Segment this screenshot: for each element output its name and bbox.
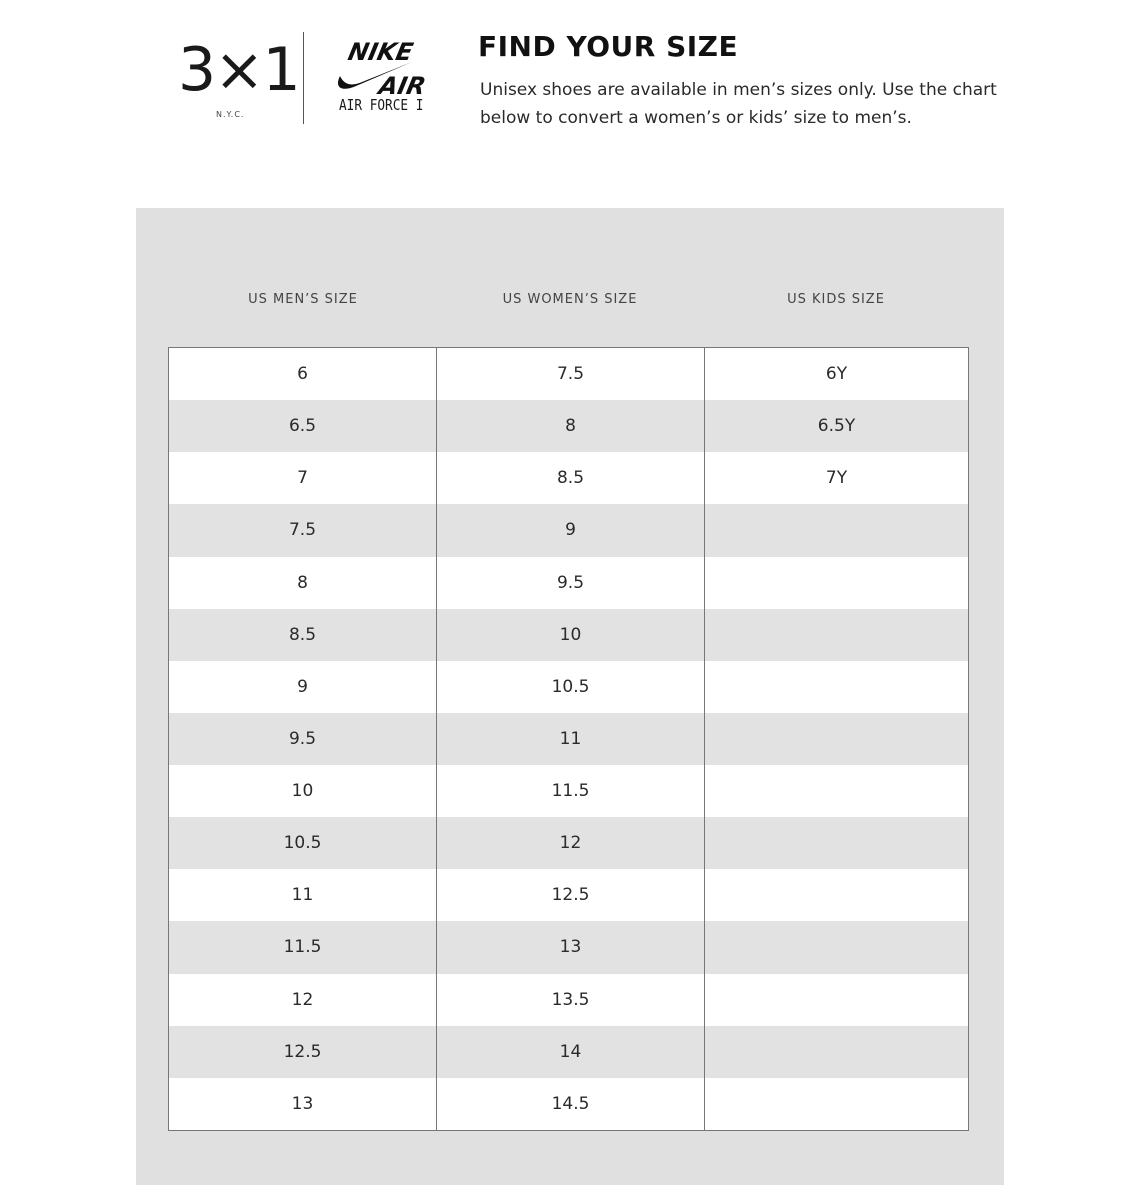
cell-men-size: 11.5 xyxy=(283,937,322,958)
cell-men-size: 7.5 xyxy=(288,520,317,541)
cell-kids-size xyxy=(705,713,968,765)
cell-kids-size xyxy=(705,817,968,869)
cell-men-size: 8 xyxy=(297,572,308,593)
cell-men-size: 12 xyxy=(291,989,314,1010)
column-header-kids: US KIDS SIZE xyxy=(787,292,885,307)
cell-women-size: 10.5 xyxy=(551,676,590,697)
cell-kids-size xyxy=(705,765,968,817)
cell-women-size: 11 xyxy=(559,728,582,749)
table-row xyxy=(169,817,968,869)
page-intro: Unisex shoes are available in men’s sizes only. Use the chart below to convert a women’s or kids’ size to men’s. xyxy=(480,80,997,128)
table-row xyxy=(169,869,968,921)
table-row xyxy=(169,661,968,713)
cell-women-size: 13 xyxy=(559,937,582,958)
logo-divider xyxy=(303,32,304,124)
nike-wordmark: NIKE xyxy=(345,37,416,66)
cell-kids-size xyxy=(705,504,968,556)
cell-women-size: 8.5 xyxy=(556,468,585,489)
table-row xyxy=(169,504,968,556)
cell-kids-size xyxy=(705,1026,968,1078)
cell-men-size: 10.5 xyxy=(283,833,322,854)
table-row xyxy=(169,713,968,765)
cell-kids-size: 7Y xyxy=(825,468,848,489)
table-row xyxy=(169,452,968,504)
cell-men-size: 6.5 xyxy=(288,416,317,437)
cell-kids-size xyxy=(705,557,968,609)
cell-men-size: 7 xyxy=(297,468,308,489)
table-row xyxy=(169,921,968,973)
column-header-women: US WOMEN’S SIZE xyxy=(502,292,638,307)
column-divider xyxy=(436,348,437,1130)
page-title: FIND YOUR SIZE xyxy=(478,30,739,63)
cell-men-size: 9 xyxy=(297,676,308,697)
table-row xyxy=(169,609,968,661)
cell-kids-size xyxy=(705,1078,968,1130)
cell-men-size: 13 xyxy=(291,1093,314,1114)
cell-men-size: 6 xyxy=(297,364,308,385)
cell-women-size: 8 xyxy=(565,416,576,437)
3x1-logo-location: N.Y.C. xyxy=(216,110,245,119)
cell-men-size: 12.5 xyxy=(283,1041,322,1062)
cell-women-size: 12.5 xyxy=(551,885,590,906)
cell-women-size: 14.5 xyxy=(551,1093,590,1114)
cell-women-size: 13.5 xyxy=(551,989,590,1010)
cell-men-size: 11 xyxy=(291,885,314,906)
3x1-logo xyxy=(178,34,299,124)
table-row xyxy=(169,765,968,817)
table-row xyxy=(169,400,968,452)
cell-women-size: 9 xyxy=(565,520,576,541)
column-header-men: US MEN’S SIZE xyxy=(248,292,358,307)
cell-women-size: 12 xyxy=(559,833,582,854)
cell-men-size: 10 xyxy=(291,781,314,802)
table-row xyxy=(169,1026,968,1078)
table-row xyxy=(169,557,968,609)
cell-kids-size xyxy=(705,609,968,661)
cell-men-size: 8.5 xyxy=(288,624,317,645)
cell-kids-size: 6Y xyxy=(825,364,848,385)
cell-women-size: 7.5 xyxy=(556,364,585,385)
cell-men-size: 9.5 xyxy=(288,728,317,749)
cell-women-size: 10 xyxy=(559,624,582,645)
cell-kids-size xyxy=(705,974,968,1026)
cell-kids-size xyxy=(705,661,968,713)
table-row xyxy=(169,974,968,1026)
nike-model-label: AIR FORCE I xyxy=(339,96,424,114)
size-table xyxy=(168,347,969,1131)
table-row xyxy=(169,1078,968,1130)
column-divider xyxy=(704,348,705,1130)
cell-kids-size xyxy=(705,921,968,973)
table-row xyxy=(169,348,968,400)
cell-women-size: 9.5 xyxy=(556,572,585,593)
cell-women-size: 11.5 xyxy=(551,781,590,802)
3x1-logo-mark: 3×1 xyxy=(178,35,299,105)
cell-kids-size: 6.5Y xyxy=(817,416,856,437)
cell-kids-size xyxy=(705,869,968,921)
air-wordmark: AIR xyxy=(376,71,429,100)
cell-women-size: 14 xyxy=(559,1041,582,1062)
